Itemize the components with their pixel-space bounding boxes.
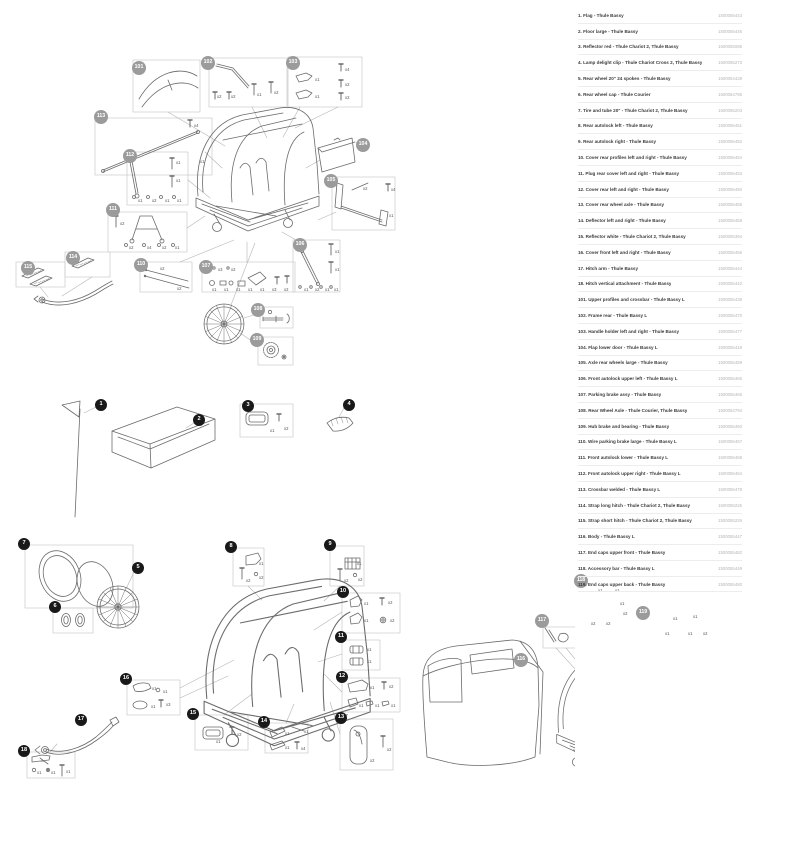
part-number: 1500055482 [718, 549, 742, 555]
qty-label: x2 [246, 577, 251, 583]
qty-label: x1 [177, 197, 182, 203]
qty-label: x1 [315, 76, 320, 82]
part-balloon-3: 3 [242, 400, 254, 412]
part-balloon-11: 11 [335, 631, 347, 643]
qty-label: x1 [367, 658, 372, 664]
qty-label: x2 [177, 285, 182, 291]
qty-label: x1 [325, 286, 330, 292]
parts-list-row [578, 482, 742, 498]
part-number: 1500055442 [718, 281, 742, 287]
part-number: 1500055460 [718, 423, 742, 429]
parts-list-row [578, 340, 742, 356]
parts-list-row [578, 371, 742, 387]
qty-label: x2 [591, 620, 596, 626]
part-link[interactable]: 7. Tire and tube 20" - Thule Chariot 2, Thule Bassy [578, 107, 688, 113]
qty-label: x2 [160, 265, 165, 271]
parts-list-row [578, 103, 742, 119]
qty-label: x1 [367, 646, 372, 652]
parts-list [578, 8, 742, 592]
part-number: 1500055470 [718, 313, 742, 319]
part-link[interactable]: 118. Accessory bar - Thule Bassy L [578, 565, 655, 571]
part-balloon-107: 107 [199, 260, 213, 274]
part-balloon-112: 112 [123, 149, 137, 163]
qty-label: x1 [359, 702, 364, 708]
part-number: 1500055467 [718, 439, 742, 445]
part-balloon-5: 5 [132, 562, 144, 574]
qty-label: x1 [285, 744, 290, 750]
qty-label: x2 [345, 94, 350, 100]
qty-label: x1 [138, 197, 143, 203]
qty-label: x1 [270, 427, 275, 433]
qty-label: x1 [375, 702, 380, 708]
part-link[interactable]: 109. Hub brake and bearing - Thule Bassy [578, 423, 670, 429]
qty-label: x4 [345, 66, 350, 72]
part-number: 1500055456 [718, 249, 742, 255]
qty-label: x1 [152, 685, 157, 691]
part-link[interactable]: 11. Plug rear cover left and right - Thule Bassy [578, 170, 680, 176]
part-number: 1500055225 [718, 502, 742, 508]
qty-label: x1 [665, 630, 670, 636]
parts-list-row [578, 8, 742, 24]
parts-list-row [578, 450, 742, 466]
part-number: 1500055480 [718, 581, 742, 587]
part-number: 1500055459 [718, 360, 742, 366]
parts-list-row [578, 419, 742, 435]
qty-label: x2 [606, 620, 611, 626]
parts-list-row [578, 166, 742, 182]
qty-label: x1 [176, 177, 181, 183]
qty-label: x2 [129, 244, 134, 250]
part-number: 1500055445 [718, 28, 742, 34]
parts-list-row [578, 561, 742, 577]
qty-label: x1 [334, 286, 339, 292]
parts-list-row [578, 387, 742, 403]
parts-list-row [578, 198, 742, 214]
part-link[interactable]: 5. Rear wheel 20" 24 spokes - Thule Bassy [578, 76, 671, 82]
qty-label: x1 [364, 617, 369, 623]
qty-label: x4 [147, 244, 152, 250]
part-balloon-103: 103 [286, 56, 300, 70]
part-number: 1500055477 [718, 328, 742, 334]
part-number: 1500055443 [718, 12, 742, 18]
qty-label: x2 [358, 576, 363, 582]
parts-list-row [578, 150, 742, 166]
qty-label: x1 [389, 212, 394, 218]
qty-label: x1 [176, 159, 181, 165]
part-number: 1500055469 [718, 455, 742, 461]
qty-label: x2 [259, 574, 264, 580]
qty-label: x1 [163, 688, 168, 694]
part-link[interactable]: 104. Flap lower door - Thule Bassy L [578, 344, 658, 350]
qty-label: x2 [389, 683, 394, 689]
qty-label: x1 [693, 613, 698, 619]
part-balloon-102: 102 [201, 56, 215, 70]
qty-label: x1 [335, 266, 340, 272]
qty-label: x1 [259, 560, 264, 566]
part-balloon-2: 2 [193, 414, 205, 426]
qty-label: x1 [66, 768, 71, 774]
qty-label: x2 [284, 286, 289, 292]
part-link[interactable]: 9. Rear autolock right - Thule Bassy [578, 139, 657, 145]
part-number: 1500055453 [718, 170, 742, 176]
parts-list-row [578, 71, 742, 87]
part-number: 1500055465 [718, 376, 742, 382]
parts-list-row [578, 277, 742, 293]
part-number: 1500055439 [718, 297, 742, 303]
qty-label: x1 [315, 93, 320, 99]
qty-label: x1 [257, 91, 262, 97]
part-balloon-106: 106 [293, 238, 307, 252]
part-link[interactable]: 10. Cover rear profiles left and right - Thule Bassy [578, 155, 687, 161]
parts-list-row [578, 435, 742, 451]
qty-label: x1 [236, 286, 241, 292]
part-number: 1500055464 [718, 471, 742, 476]
parts-list-row [578, 514, 742, 530]
part-balloon-104: 104 [356, 138, 370, 152]
qty-label: x4 [194, 122, 199, 128]
part-balloon-9: 9 [324, 539, 336, 551]
part-balloon-111: 111 [106, 203, 120, 217]
qty-label: x3 [272, 286, 277, 292]
part-balloon-4: 4 [343, 399, 355, 411]
qty-label: x1 [260, 286, 265, 292]
part-number: 1500055273 [718, 60, 742, 66]
part-link[interactable]: 14. Deflector left and right - Thule Bassy [578, 218, 666, 224]
qty-label: x1 [151, 703, 156, 709]
parts-list-row [578, 261, 742, 277]
part-balloon-108: 108 [251, 303, 265, 317]
part-link[interactable]: 3. Reflector red - Thule Chariot 2, Thule Bassy [578, 44, 679, 50]
part-balloon-6: 6 [49, 601, 61, 613]
qty-label: x2 [231, 93, 236, 99]
part-link[interactable]: 16. Cover front left and right - Thule Bassy [578, 249, 671, 255]
qty-label: x2 [274, 89, 279, 95]
part-balloon-105: 105 [324, 174, 338, 188]
qty-label: x1 [673, 615, 678, 621]
parts-list-row [578, 24, 742, 40]
parts-list-row [578, 40, 742, 56]
part-link[interactable]: 111. Front autolock lower - Thule Bassy L [578, 455, 669, 461]
qty-label: x1 [248, 286, 253, 292]
qty-label: x1 [620, 600, 625, 606]
qty-label: x2 [387, 746, 392, 752]
qty-label: x2 [363, 185, 368, 191]
qty-label: x1 [391, 702, 396, 708]
part-balloon-113: 113 [94, 110, 108, 124]
qty-label: x2 [152, 197, 157, 203]
qty-label: x2 [344, 577, 349, 583]
qty-label: x4 [301, 745, 306, 751]
part-link[interactable]: 113. Crossbar welded - Thule Bassy L [578, 486, 661, 492]
parts-list-row [578, 545, 742, 561]
part-number: 1500055449 [718, 565, 742, 571]
part-link[interactable]: 108. Rear Wheel Axle - Thule Courier, Thule Bassy [578, 407, 688, 413]
part-number: 1500055085 [718, 44, 742, 50]
part-number: 1500055466 [718, 392, 742, 398]
part-balloon-14: 14 [258, 716, 270, 728]
part-link[interactable]: 115. Strap short hitch - Thule Chariot 2, Thule Bassy [578, 518, 692, 524]
part-balloon-119: 119 [636, 606, 650, 620]
part-number: 1500055478 [718, 486, 742, 492]
part-balloon-7: 7 [18, 538, 30, 550]
part-link[interactable]: 105. Axle rear wheels large - Thule Bassy [578, 360, 668, 366]
qty-label: x1 [615, 587, 620, 593]
part-number: 1500055450 [718, 186, 742, 192]
part-balloon-10: 10 [337, 586, 349, 598]
part-number: 1500055418 [718, 344, 742, 350]
qty-label: x1 [224, 286, 229, 292]
part-link[interactable]: 17. Hitch arm - Thule Bassy [578, 265, 638, 271]
qty-label: x1 [304, 728, 309, 734]
part-balloon-116: 116 [514, 653, 528, 667]
part-balloon-118: 118 [574, 574, 588, 588]
qty-label: x3 [166, 701, 171, 707]
qty-label: x1 [304, 286, 309, 292]
qty-label: x1 [688, 630, 693, 636]
parts-list-row [578, 466, 742, 482]
part-balloon-101: 101 [132, 61, 146, 75]
part-number: 1500055451 [718, 123, 742, 129]
part-link[interactable]: 116. Body - Thule Bassy L [578, 534, 635, 540]
part-number: 1500054796 [718, 91, 742, 97]
part-link[interactable]: 114. Strap long hitch - Thule Chariot 2, Thule Bassy [578, 502, 691, 508]
qty-label: x2 [388, 599, 393, 605]
parts-list-row [578, 529, 742, 545]
part-link[interactable]: 110. Wire parking brake large - Thule Bassy L [578, 439, 677, 445]
part-number: 1500055458 [718, 218, 742, 224]
qty-label: x1 [37, 769, 42, 775]
qty-label: x1 [364, 600, 369, 606]
part-number: 1500054428 [718, 76, 742, 82]
part-link[interactable]: 101. Upper profiles and crossbar - Thule Bassy L [578, 297, 685, 303]
parts-list-row [578, 292, 742, 308]
qty-label: x2 [162, 244, 167, 250]
parts-list-row [578, 229, 742, 245]
part-link[interactable]: 18. Hitch vertical attachment - Thule Bassy [578, 281, 672, 287]
qty-label: x1 [370, 684, 375, 690]
qty-label: x2 [120, 220, 125, 226]
qty-label: x1 [216, 738, 221, 744]
qty-label: x2 [217, 93, 222, 99]
qty-label: x1 [165, 197, 170, 203]
qty-label: x1 [51, 769, 56, 775]
qty-label: x2 [370, 757, 375, 763]
part-link[interactable]: 107. Parking brake assy - Thule Bassy [578, 392, 662, 398]
part-number: 1500055394 [718, 234, 742, 240]
parts-list-row [578, 55, 742, 71]
qty-label: x2 [345, 81, 350, 87]
parts-list-row [578, 403, 742, 419]
parts-list-row [578, 213, 742, 229]
part-balloon-109: 109 [250, 333, 264, 347]
parts-list-row [578, 182, 742, 198]
part-balloon-16: 16 [120, 673, 132, 685]
part-number: 1500055444 [718, 265, 742, 271]
part-link[interactable]: 8. Rear autolock left - Thule Bassy [578, 123, 653, 129]
qty-label: x2 [231, 266, 236, 272]
part-link[interactable]: 117. End caps upper front - Thule Bassy [578, 549, 666, 555]
parts-list-row [578, 134, 742, 150]
part-balloon-8: 8 [225, 541, 237, 553]
qty-label: x2 [623, 610, 628, 616]
parts-list-row [578, 356, 742, 372]
part-number: 1500055454 [718, 155, 742, 161]
part-link[interactable]: 6. Rear wheel cap - Thule Courier [578, 91, 651, 97]
part-link[interactable]: 102. Frame rear - Thule Bassy L [578, 313, 648, 319]
part-balloon-18: 18 [18, 745, 30, 757]
parts-list-row [578, 498, 742, 514]
part-number: 1500055447 [718, 534, 742, 540]
part-link[interactable]: 119. End caps upper back - Thule Bassy [578, 581, 666, 587]
part-balloon-12: 12 [336, 671, 348, 683]
qty-label: x1 [335, 248, 340, 254]
part-link[interactable]: 2. Floor large - Thule Bassy [578, 28, 638, 34]
qty-label: x1 [212, 286, 217, 292]
part-number: 1500054794 [718, 407, 742, 413]
part-balloon-17: 17 [75, 714, 87, 726]
qty-label: x1 [598, 587, 603, 593]
parts-list-row [578, 119, 742, 135]
part-link[interactable]: 13. Cover rear wheel axle - Thule Bassy [578, 202, 665, 208]
parts-list-row [578, 245, 742, 261]
parts-list-row [578, 577, 742, 593]
part-balloon-1: 1 [95, 399, 107, 411]
part-number: 1500055203 [718, 107, 742, 113]
qty-label: x2 [284, 425, 289, 431]
qty-label: x1 [285, 730, 290, 736]
qty-label: x4 [391, 186, 396, 192]
qty-label: x2 [703, 630, 708, 636]
qty-label: x3 [218, 266, 223, 272]
part-link[interactable]: 4. Lamp delight clip - Thule Chariot Cross 2, Thule Bassy [578, 60, 703, 66]
part-link[interactable]: 15. Reflector white - Thule Chariot 2, Thule Bassy [578, 234, 686, 240]
qty-label: x2 [390, 617, 395, 623]
qty-label: x1 [200, 158, 205, 164]
qty-label: x1 [175, 244, 180, 250]
parts-list-row [578, 324, 742, 340]
part-balloon-13: 13 [335, 712, 347, 724]
parts-list-row [578, 87, 742, 103]
qty-label: x2 [315, 286, 320, 292]
qty-label: x1 [357, 560, 362, 566]
part-balloon-117: 117 [535, 614, 549, 628]
part-link[interactable]: 112. Front autolock upper right - Thule Bassy L [578, 471, 681, 476]
part-link[interactable]: 106. Front autolock upper left - Thule Bassy L [578, 376, 678, 382]
part-balloon-110: 110 [134, 258, 148, 272]
part-link[interactable]: 103. Handle holder left and right - Thule Bassy [578, 328, 680, 334]
part-link[interactable]: 1. Flag - Thule Bassy [578, 12, 624, 18]
part-balloon-15: 15 [187, 708, 199, 720]
part-number: 1500055226 [718, 518, 742, 524]
parts-list-row [578, 308, 742, 324]
qty-label: x2 [237, 731, 242, 737]
part-balloon-114: 114 [66, 251, 80, 265]
part-number: 1500055452 [718, 139, 742, 145]
part-balloon-115: 115 [21, 261, 35, 275]
part-number: 1500055455 [718, 202, 742, 208]
part-link[interactable]: 12. Cover rear left and right - Thule Bassy [578, 186, 669, 192]
